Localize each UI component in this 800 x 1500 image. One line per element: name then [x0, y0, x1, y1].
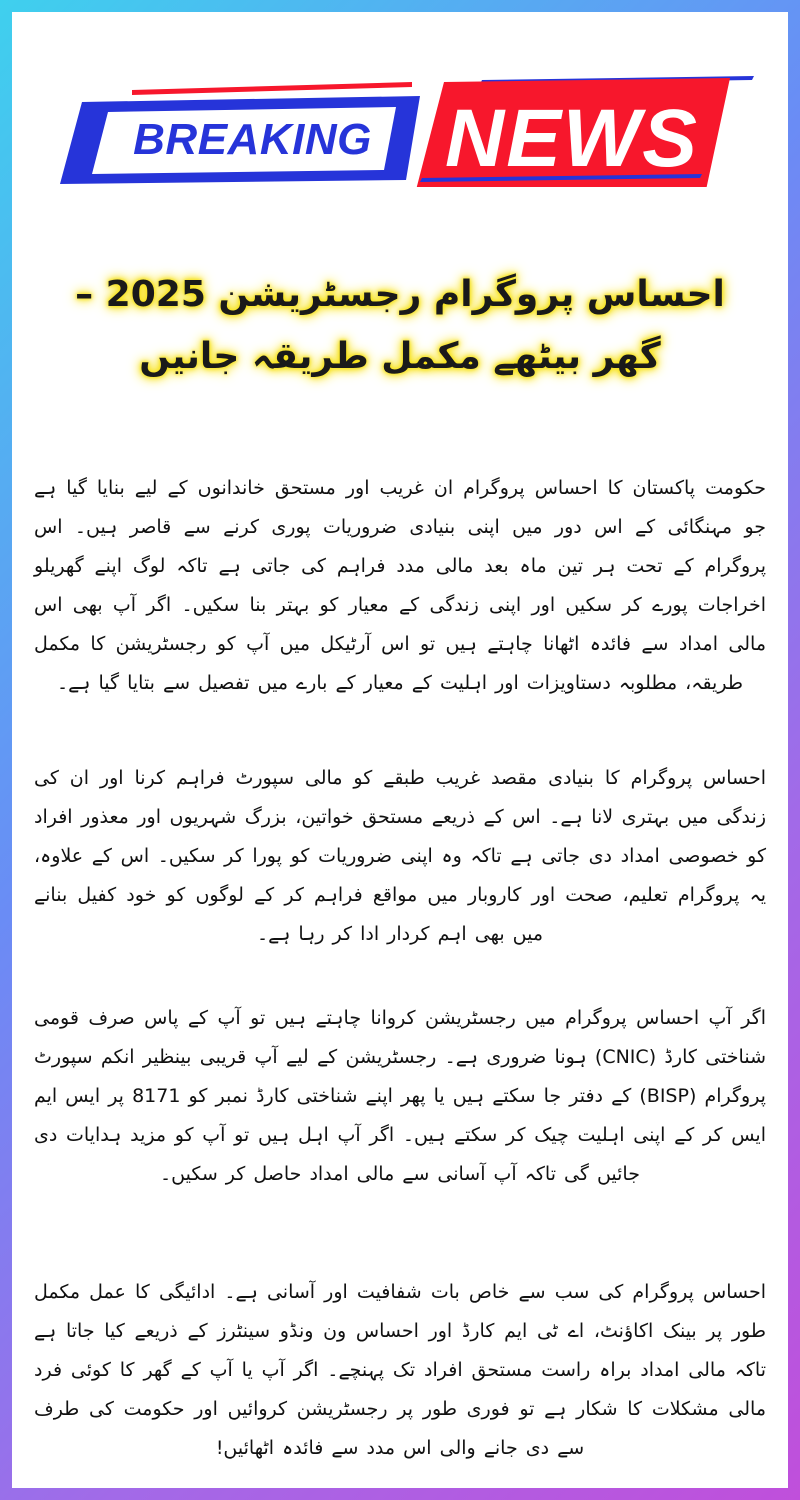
banner-red-accent-line [132, 82, 412, 95]
breaking-news-banner [12, 12, 788, 187]
paragraph-4: احساس پروگرام کی سب سے خاص بات شفافیت اور آسانی ہے۔ ادائیگی کا عمل مکمل طور پر بینک اکاؤنٹ، اے ٹی ایم کارڈ اور احساس ون ونڈو سینٹرز کے ذریعے کیا جاتا ہے تاکہ مالی امداد براہ راست مستحق افراد تک پہنچے۔ اگر آپ یا آپ کے گھر کا کوئی فرد مالی مشکلات کا شکار ہے تو فوری طور پر رجسٹریشن کروائیں اور حکومت کی طرف سے دی جانے والی اس مدد سے فائدہ اٹھائیں! [34, 1281, 766, 1459]
news-label: NEWS [445, 93, 699, 184]
paragraph-2: احساس پروگرام کا بنیادی مقصد غریب طبقے کو مالی سپورٹ فراہم کرنا اور ان کی زندگی میں بہتری لانا ہے۔ اس کے ذریعے مستحق خواتین، بزرگ شہریوں اور معذور افراد کو خصوصی امداد دی جاتی ہے تاکہ وہ اپنی ضروریات کو پورا کر سکیں۔ اس کے علاوہ، یہ پروگرام تعلیم، صحت اور کاروبار میں مواقع فراہم کر کے لوگوں کو خود کفیل بنانے میں بھی اہم کردار ادا کر رہا ہے۔ [34, 767, 766, 945]
article-card [12, 12, 788, 1488]
breaking-label: BREAKING [133, 115, 372, 164]
paragraph-3: اگر آپ احساس پروگرام میں رجسٹریشن کروانا چاہتے ہیں تو آپ کے پاس صرف قومی شناختی کارڈ (CNIC) ہونا ضروری ہے۔ رجسٹریشن کے لیے آپ قریبی بینظیر انکم سپورٹ پروگرام (BISP) کے دفتر جا سکتے ہیں یا پھر اپنے شناختی کارڈ نمبر کو 8171 پر ایس ایم ایس کر کے اپنی اہلیت چیک کر سکتے ہیں۔ اگر آپ اہل ہیں تو آپ کو مزید ہدایات دی جائیں گی تاکہ آپ آسانی سے مالی امداد حاصل کر سکیں۔ [34, 1007, 766, 1185]
article-title: احساس پروگرام رجسٹریشن 2025 – گھر بیٹھے مکمل طریقہ جانیں [75, 274, 725, 378]
paragraph-1: حکومت پاکستان کا احساس پروگرام ان غریب اور مستحق خاندانوں کے لیے بنایا گیا ہے جو مہنگائی کے اس دور میں اپنی بنیادی ضروریات پوری کرنے سے قاصر ہیں۔ اس پروگرام کے تحت ہر تین ماہ بعد مالی مدد فراہم کی جاتی ہے تاکہ لوگ اپنے گھریلو اخراجات پورے کر سکیں اور اپنی زندگی کے معیار کو بہتر بنا سکیں۔ اگر آپ بھی اس مالی امداد سے فائدہ اٹھانا چاہتے ہیں تو اس آرٹیکل میں آپ کو رجسٹریشن کا مکمل طریقہ، مطلوبہ دستاویزات اور اہلیت کے معیار کے بارے میں تفصیل سے بتایا گیا ہے۔ [34, 477, 766, 694]
